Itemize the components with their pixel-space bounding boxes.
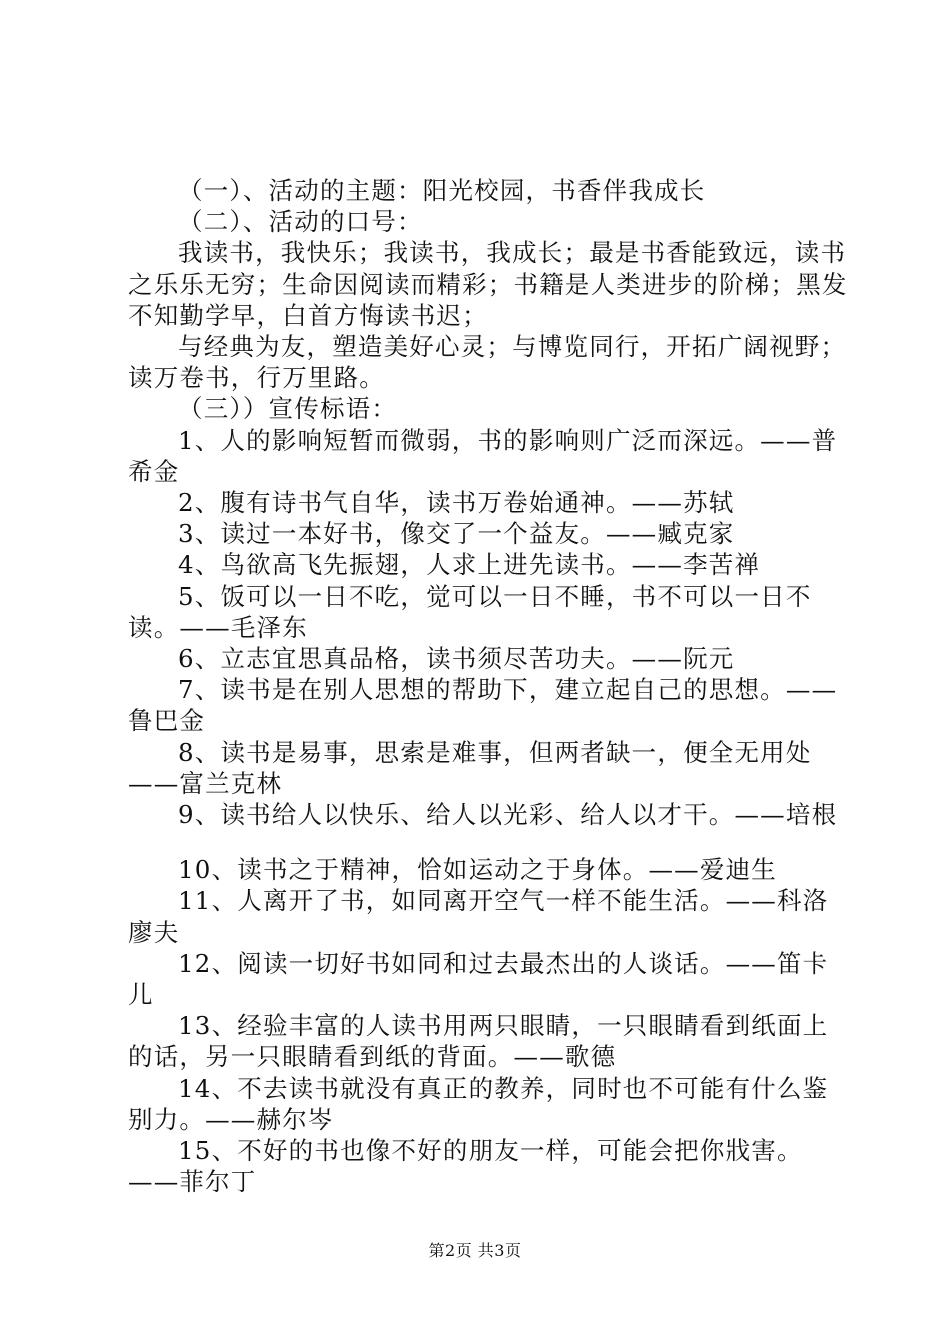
quote-item: 2、腹有诗书气自华，读书万卷始通神。——苏轼: [178, 488, 735, 518]
quote-item: 11、人离开了书，如同离开空气一样不能生活。——科洛廖夫: [128, 886, 829, 947]
paragraph-slogan-heading: （二）、活动的口号：: [178, 207, 423, 237]
quote-item: 7、读书是在别人思想的帮助下，建立起自己的思想。——鲁巴金: [128, 675, 838, 736]
paragraph-gap: [128, 830, 848, 854]
quote-item: 12、阅读一切好书如同和过去最杰出的人谈话。——笛卡儿: [128, 948, 829, 1010]
quote-item: 14、不去读书就没有真正的教养，同时也不可能有什么鉴别力。——赫尔岑: [128, 1073, 829, 1134]
quote-item: 6、立志宜思真品格，读书须尽苦功夫。——阮元: [178, 644, 735, 674]
paragraph-slogans-1: 我读书，我快乐；我读书，我成长；最是书香能致远，读书之乐乐无穷；生命因阅读而精彩；书籍是人类进步的阶梯；黑发不知勤学早，白首方悔读书迟；: [128, 238, 848, 330]
quote-item: 8、读书是易事，思索是难事，但两者缺一，便全无用处——富兰克林: [128, 737, 812, 798]
quote-item: 5、饭可以一日不吃，觉可以一日不睡，书不可以一日不读。——毛泽东: [128, 581, 812, 642]
quote-item: 15、不好的书也像不好的朋友一样，可能会把你戕害。——菲尔丁: [128, 1136, 803, 1197]
quote-item: 4、鸟欲高飞先振翅，人求上进先读书。——李苦禅: [178, 550, 761, 580]
page-footer: 第2页 共3页: [428, 1241, 522, 1260]
paragraph-theme: （一）、活动的主题：阳光校园，书香伴我成长: [178, 176, 706, 205]
quote-item: 9、读书给人以快乐、给人以光彩、给人以才干。——培根: [178, 800, 838, 830]
paragraph-banner-heading: （三））宣传标语：: [178, 394, 398, 424]
paragraph-slogans-2: 与经典为友，塑造美好心灵；与博览同行，开拓广阔视野；读万卷书，行万里路。: [128, 332, 847, 393]
quote-item: 1、人的影响短暂而微弱，书的影响则广泛而深远。——普希金: [128, 425, 838, 486]
quote-item: 3、读过一本好书，像交了一个益友。——臧克家: [178, 519, 735, 549]
document-body: [128, 175, 848, 1198]
quote-item: 13、经验丰富的人读书用两只眼睛，一只眼睛看到纸面上的话，另一只眼睛看到纸的背面。——歌德: [128, 1011, 829, 1072]
quote-item: 10、读书之于精神，恰如运动之于身体。——爱迪生: [178, 855, 777, 885]
